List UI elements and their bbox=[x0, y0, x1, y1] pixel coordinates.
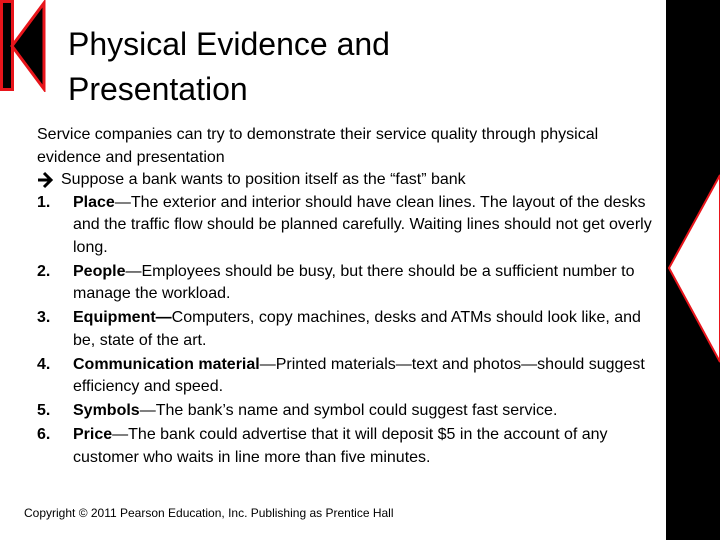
item-description: —Printed materials—text and photos—should suggest efficiency and speed. bbox=[73, 355, 645, 395]
item-term: Price bbox=[73, 426, 113, 443]
list-item bbox=[37, 261, 657, 306]
item-text bbox=[73, 261, 657, 306]
item-number: 5. bbox=[37, 402, 51, 419]
item-description: Computers, copy machines, desks and ATMs should look like, and be, state of the art. bbox=[73, 309, 641, 349]
slide-body bbox=[37, 124, 657, 471]
arrow-bullet bbox=[37, 169, 657, 192]
intro-text: Service companies can try to demonstrate their service quality through physical evidence and presentation bbox=[37, 126, 599, 166]
item-text bbox=[73, 307, 657, 352]
list-item bbox=[37, 307, 657, 352]
item-text bbox=[73, 424, 657, 469]
copyright-footer: Copyright © 2011 Pearson Education, Inc. Publishing as Prentice Hall bbox=[24, 506, 394, 520]
item-text bbox=[73, 400, 657, 423]
list-item bbox=[37, 400, 657, 423]
arrow-bullet-text: Suppose a bank wants to position itself as the “fast” bank bbox=[61, 171, 466, 188]
title-line-2: Presentation bbox=[68, 71, 248, 107]
item-description: —The bank could advertise that it will deposit $5 in the account of any customer who waits in line more than five minutes. bbox=[73, 426, 608, 466]
item-term: Communication material bbox=[73, 355, 260, 373]
item-text bbox=[73, 354, 657, 399]
item-number: 4. bbox=[37, 355, 51, 373]
item-description: —The exterior and interior should have clean lines. The layout of the desks and the traffic flow should be planned carefully. Waiting lines should not get overly long. bbox=[73, 193, 652, 256]
item-number: 2. bbox=[37, 262, 51, 280]
list-item bbox=[37, 192, 657, 260]
chevron-notch-icon bbox=[669, 175, 720, 362]
slide-title bbox=[68, 22, 628, 112]
item-term: Symbols bbox=[73, 402, 140, 419]
item-number: 1. bbox=[37, 193, 51, 211]
item-term: Place bbox=[73, 193, 115, 211]
k-logo-icon bbox=[0, 0, 46, 92]
list-item bbox=[37, 424, 657, 469]
item-number: 3. bbox=[37, 309, 51, 326]
item-term: People bbox=[73, 262, 126, 280]
item-description: —The bank’s name and symbol could suggest fast service. bbox=[139, 402, 558, 419]
item-description: —Employees should be busy, but there should be a sufficient number to manage the workload. bbox=[73, 262, 635, 302]
item-text bbox=[73, 192, 657, 260]
list-item bbox=[37, 354, 657, 399]
arrow-right-icon bbox=[37, 169, 54, 192]
right-decor-panel bbox=[666, 0, 720, 540]
item-term: Equipment— bbox=[73, 309, 172, 326]
title-line-1: Physical Evidence and bbox=[68, 26, 390, 62]
evidence-list bbox=[37, 192, 657, 470]
item-number: 6. bbox=[37, 426, 51, 443]
